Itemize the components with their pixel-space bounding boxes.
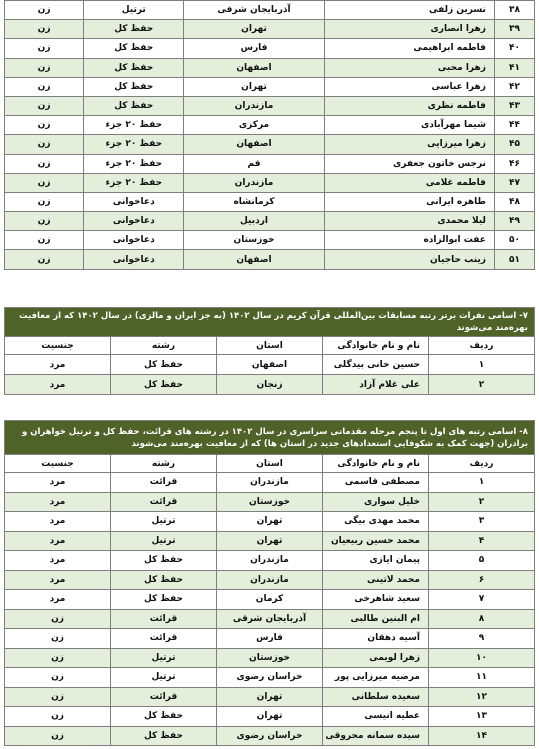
- cell-gender: زن: [5, 707, 111, 727]
- cell-no: ۴۴: [494, 116, 534, 135]
- cell-gender: زن: [5, 116, 84, 135]
- cell-province: آذربایجان شرقی: [184, 1, 324, 20]
- cell-name: طاهره ایرانی: [324, 192, 494, 211]
- cell-field: حفظ کل: [84, 39, 184, 58]
- cell-province: اصفهان: [184, 135, 324, 154]
- cell-gender: زن: [5, 96, 84, 115]
- cell-province: تهران: [217, 707, 323, 727]
- cell-field: حفظ کل: [84, 20, 184, 39]
- cell-gender: زن: [5, 212, 84, 231]
- cell-gender: مرد: [5, 570, 111, 590]
- cell-no: ۴۰: [494, 39, 534, 58]
- cell-no: ۴۵: [494, 135, 534, 154]
- cell-gender: مرد: [5, 492, 111, 512]
- cell-no: ۱۲: [429, 687, 535, 707]
- cell-no: ۶: [429, 570, 535, 590]
- cell-field: ترتیل: [111, 648, 217, 668]
- cell-province: تهران: [217, 512, 323, 532]
- cell-province: فارس: [217, 629, 323, 649]
- cell-gender: زن: [5, 648, 111, 668]
- table-row: [5, 570, 535, 590]
- cell-field: ترتیل: [111, 668, 217, 688]
- cell-name: مصطفی قاسمی: [323, 473, 429, 493]
- cell-name: علی غلام آزاد: [323, 375, 429, 395]
- cell-gender: زن: [5, 629, 111, 649]
- cell-gender: زن: [5, 250, 84, 269]
- cell-field: حفظ کل: [84, 77, 184, 96]
- cell-name: محمد لاتینی: [323, 570, 429, 590]
- cell-gender: زن: [5, 58, 84, 77]
- cell-no: ۴۲: [494, 77, 534, 96]
- table-row: [5, 551, 535, 571]
- table-row: [5, 192, 535, 211]
- cell-province: تهران: [184, 20, 324, 39]
- cell-no: ۳۹: [494, 20, 534, 39]
- cell-gender: مرد: [5, 512, 111, 532]
- cell-gender: زن: [5, 668, 111, 688]
- cell-no: ۵۰: [494, 231, 534, 250]
- table-international-winners: [4, 307, 535, 395]
- table-row: [5, 707, 535, 727]
- table2-title: ۷- اسامی نفرات برتر رتبه مسابقات بین‌المللی قرآن کریم در سال ۱۴۰۲ (به جز ایران و مالزی) در سال ۱۴۰۲ که از معافیت بهره‌مند می‌شوند: [5, 308, 535, 337]
- cell-no: ۱: [429, 473, 535, 493]
- cell-field: دعاخوانی: [84, 231, 184, 250]
- cell-province: کرمان: [217, 590, 323, 610]
- cell-field: حفظ کل: [111, 570, 217, 590]
- cell-name: سعیده سلطانی: [323, 687, 429, 707]
- cell-no: ۱۳: [429, 707, 535, 727]
- table-row: [5, 39, 535, 58]
- cell-gender: مرد: [5, 473, 111, 493]
- cell-name: پیمان ایازی: [323, 551, 429, 571]
- table-row: [5, 668, 535, 688]
- cell-gender: مرد: [5, 590, 111, 610]
- cell-field: حفظ کل: [111, 726, 217, 746]
- cell-name: عفت ابوالزاده: [324, 231, 494, 250]
- cell-field: حفظ کل: [84, 96, 184, 115]
- table-row: [5, 20, 535, 39]
- cell-no: ۲: [429, 375, 535, 395]
- table-row: [5, 590, 535, 610]
- cell-name: زهرا انصاری: [324, 20, 494, 39]
- cell-name: فاطمه نظری: [324, 96, 494, 115]
- table-row: [5, 648, 535, 668]
- cell-no: ۲: [429, 492, 535, 512]
- cell-gender: مرد: [5, 375, 111, 395]
- cell-gender: زن: [5, 39, 84, 58]
- cell-province: خوزستان: [217, 648, 323, 668]
- table2-header-row: [5, 337, 535, 355]
- cell-province: آذربایجان شرقی: [217, 609, 323, 629]
- cell-name: لیلا محمدی: [324, 212, 494, 231]
- table-row: [5, 531, 535, 551]
- cell-no: ۳۸: [494, 1, 534, 20]
- cell-gender: زن: [5, 135, 84, 154]
- header-province: استان: [217, 455, 323, 473]
- table-row: [5, 1, 535, 20]
- cell-field: دعاخوانی: [84, 250, 184, 269]
- table-row: [5, 231, 535, 250]
- header-gender: جنسیت: [5, 337, 111, 355]
- cell-province: کرمانشاه: [184, 192, 324, 211]
- cell-field: حفظ کل: [111, 551, 217, 571]
- cell-field: ترتیل: [111, 531, 217, 551]
- cell-province: مرکزی: [184, 116, 324, 135]
- table-row: [5, 473, 535, 493]
- cell-province: اصفهان: [184, 58, 324, 77]
- cell-province: قم: [184, 154, 324, 173]
- cell-no: ۱۱: [429, 668, 535, 688]
- cell-province: اصفهان: [217, 355, 323, 375]
- cell-province: اصفهان: [184, 250, 324, 269]
- header-field: رشته: [111, 337, 217, 355]
- header-gender: جنسیت: [5, 455, 111, 473]
- table-row: [5, 250, 535, 269]
- cell-gender: زن: [5, 173, 84, 192]
- cell-field: قرائت: [111, 473, 217, 493]
- header-name: نام و نام خانوادگی: [323, 455, 429, 473]
- table-row: [5, 375, 535, 395]
- cell-gender: زن: [5, 20, 84, 39]
- table-row: [5, 629, 535, 649]
- cell-name: خلیل سواری: [323, 492, 429, 512]
- cell-gender: زن: [5, 687, 111, 707]
- header-name: نام و نام خانوادگی: [323, 337, 429, 355]
- table2-body: [5, 355, 535, 395]
- table-row: [5, 687, 535, 707]
- table-row: [5, 77, 535, 96]
- cell-no: ۱۴: [429, 726, 535, 746]
- cell-no: ۵: [429, 551, 535, 571]
- cell-field: حفظ کل: [111, 590, 217, 610]
- cell-no: ۴۹: [494, 212, 534, 231]
- table-row: [5, 116, 535, 135]
- cell-no: ۴۸: [494, 192, 534, 211]
- cell-field: حفظ ۲۰ جزء: [84, 173, 184, 192]
- cell-province: تهران: [184, 77, 324, 96]
- table-row: [5, 726, 535, 746]
- cell-field: قرائت: [111, 609, 217, 629]
- table-list-continued: [4, 0, 535, 270]
- cell-province: خراسان رضوی: [217, 726, 323, 746]
- table-row: [5, 154, 535, 173]
- cell-province: مازندران: [217, 551, 323, 571]
- cell-no: ۴۳: [494, 96, 534, 115]
- cell-province: اردبیل: [184, 212, 324, 231]
- header-no: ردیف: [429, 337, 535, 355]
- cell-field: قرائت: [111, 492, 217, 512]
- cell-name: نسرین زلفی: [324, 1, 494, 20]
- cell-no: ۳: [429, 512, 535, 532]
- table2-title-row: [5, 308, 535, 337]
- cell-province: خوزستان: [217, 492, 323, 512]
- cell-gender: مرد: [5, 355, 111, 375]
- cell-field: دعاخوانی: [84, 212, 184, 231]
- cell-field: حفظ کل: [111, 355, 217, 375]
- cell-no: ۴: [429, 531, 535, 551]
- cell-gender: زن: [5, 726, 111, 746]
- header-province: استان: [217, 337, 323, 355]
- header-no: ردیف: [429, 455, 535, 473]
- table-row: [5, 355, 535, 375]
- cell-name: محمد حسین ربیعیان: [323, 531, 429, 551]
- cell-field: حفظ کل: [111, 375, 217, 395]
- cell-name: آسیه دهقان: [323, 629, 429, 649]
- cell-gender: زن: [5, 1, 84, 20]
- cell-name: نرجس خاتون جعفری: [324, 154, 494, 173]
- cell-no: ۹: [429, 629, 535, 649]
- cell-no: ۵۱: [494, 250, 534, 269]
- cell-province: خراسان رضوی: [217, 668, 323, 688]
- cell-gender: زن: [5, 609, 111, 629]
- table3-header-row: [5, 455, 535, 473]
- cell-field: حفظ کل: [111, 707, 217, 727]
- cell-name: زهرا عباسی: [324, 77, 494, 96]
- cell-gender: مرد: [5, 551, 111, 571]
- cell-province: تهران: [217, 687, 323, 707]
- cell-gender: زن: [5, 192, 84, 211]
- table-national-preliminary-winners: [4, 420, 535, 746]
- cell-name: سعید شاهرخی: [323, 590, 429, 610]
- cell-province: مازندران: [217, 570, 323, 590]
- table-row: [5, 609, 535, 629]
- cell-name: فاطمه ابراهیمی: [324, 39, 494, 58]
- cell-province: زنجان: [217, 375, 323, 395]
- table3-title: ۸- اسامی رتبه های اول تا پنجم مرحله مقدماتی سراسری در سال ۱۴۰۲ در رشته های قرائت، حفظ کل و ترتیل خواهران و برادران (جهت کمک به شکوفایی استعدادهای جدید در استان ها) که از معافیت بهره‌مند می‌شوند: [5, 421, 535, 455]
- cell-field: حفظ ۲۰ جزء: [84, 116, 184, 135]
- cell-name: زهرا لویمی: [323, 648, 429, 668]
- cell-province: تهران: [217, 531, 323, 551]
- cell-province: مازندران: [184, 96, 324, 115]
- cell-province: مازندران: [217, 473, 323, 493]
- cell-province: مازندران: [184, 173, 324, 192]
- table-row: [5, 135, 535, 154]
- cell-gender: زن: [5, 231, 84, 250]
- cell-field: دعاخوانی: [84, 192, 184, 211]
- cell-no: ۴۷: [494, 173, 534, 192]
- cell-name: زهرا میرزایی: [324, 135, 494, 154]
- cell-no: ۷: [429, 590, 535, 610]
- table-row: [5, 492, 535, 512]
- cell-name: عطیه انیسی: [323, 707, 429, 727]
- cell-name: ام البنین طالبی: [323, 609, 429, 629]
- cell-name: سیده سمانه محروقی: [323, 726, 429, 746]
- cell-no: ۱: [429, 355, 535, 375]
- cell-name: شیما مهرآبادی: [324, 116, 494, 135]
- table3-title-row: [5, 421, 535, 455]
- cell-name: حسین خانی بیدگلی: [323, 355, 429, 375]
- cell-gender: زن: [5, 77, 84, 96]
- header-field: رشته: [111, 455, 217, 473]
- cell-field: ترتیل: [111, 512, 217, 532]
- table-row: [5, 212, 535, 231]
- cell-name: زینب حاجیان: [324, 250, 494, 269]
- cell-no: ۴۶: [494, 154, 534, 173]
- cell-province: خوزستان: [184, 231, 324, 250]
- cell-name: زهرا محبی: [324, 58, 494, 77]
- cell-name: مرضیه میرزایی پور: [323, 668, 429, 688]
- cell-field: حفظ کل: [84, 58, 184, 77]
- cell-field: قرائت: [111, 629, 217, 649]
- cell-field: قرائت: [111, 687, 217, 707]
- cell-no: ۴۱: [494, 58, 534, 77]
- table-row: [5, 96, 535, 115]
- cell-field: ترتیل: [84, 1, 184, 20]
- table-row: [5, 512, 535, 532]
- cell-no: ۸: [429, 609, 535, 629]
- table1-body: [5, 1, 535, 270]
- table-row: [5, 58, 535, 77]
- cell-name: محمد مهدی بیگی: [323, 512, 429, 532]
- cell-no: ۱۰: [429, 648, 535, 668]
- cell-field: حفظ ۲۰ جزء: [84, 135, 184, 154]
- table-row: [5, 173, 535, 192]
- table3-body: [5, 473, 535, 746]
- cell-gender: زن: [5, 154, 84, 173]
- cell-field: حفظ ۲۰ جزء: [84, 154, 184, 173]
- cell-province: فارس: [184, 39, 324, 58]
- cell-name: فاطمه غلامی: [324, 173, 494, 192]
- cell-gender: مرد: [5, 531, 111, 551]
